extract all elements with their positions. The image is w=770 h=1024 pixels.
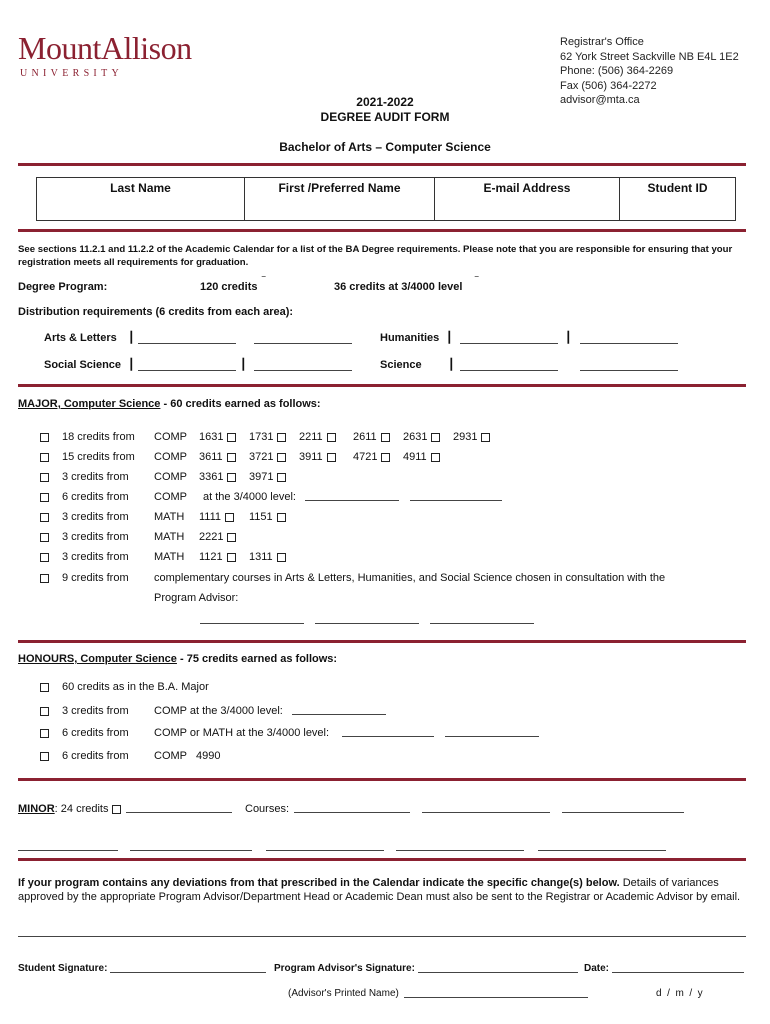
dash-mark: ‾ (262, 276, 266, 287)
honours-heading-title: HONOURS, Computer Science (18, 653, 177, 665)
tick-mark: ┃ (128, 332, 135, 344)
course-option[interactable] (199, 551, 236, 563)
tick-mark: ┃ (565, 332, 572, 344)
honours-row-text: 60 credits as in the B.A. Major (62, 681, 209, 693)
course-number: 3361 (199, 471, 224, 483)
complementary-blank-2[interactable] (315, 613, 419, 624)
course-number: 3971 (249, 471, 274, 483)
checkbox[interactable] (431, 453, 440, 462)
science-blank-2[interactable] (580, 360, 678, 371)
checkbox[interactable] (225, 513, 234, 522)
address-line: advisor@mta.ca (560, 94, 640, 107)
course-number: 3911 (299, 451, 323, 463)
course-number: 4911 (403, 451, 427, 463)
divider (18, 229, 746, 232)
arts-letters-blank-2[interactable] (254, 333, 352, 344)
course-option[interactable] (403, 431, 440, 443)
science-blank-1[interactable] (460, 360, 558, 371)
tick-mark: ┃ (240, 359, 247, 371)
course-number: 2631 (403, 431, 428, 443)
complementary-blank-3[interactable] (430, 613, 534, 624)
advisor-signature-label: Program Advisor's Signature: (274, 963, 415, 974)
level-blank[interactable] (410, 490, 502, 501)
course-number: 1111 (199, 511, 222, 523)
checkbox[interactable] (40, 491, 49, 503)
course-option[interactable] (299, 451, 336, 463)
checkbox[interactable] (381, 433, 390, 442)
course-option[interactable] (249, 451, 286, 463)
date-label: Date: (584, 963, 610, 974)
honours-row-text: COMP 4990 (154, 750, 221, 762)
form-title (300, 95, 470, 125)
course-number: 3721 (249, 451, 274, 463)
address-line: Fax (506) 364-2272 (560, 79, 657, 92)
checkbox[interactable] (40, 705, 49, 717)
course-option[interactable] (249, 471, 286, 483)
course-number: 2611 (353, 431, 377, 443)
dash-mark: ‾ (475, 276, 479, 287)
course-number: 2221 (199, 531, 224, 543)
social-science-blank-1[interactable] (138, 360, 236, 371)
humanities-blank-1[interactable] (460, 333, 558, 344)
divider (18, 778, 746, 781)
subject-label: MATH (154, 531, 185, 543)
level-text: at the 3/4000 level: (203, 491, 296, 503)
course-number: 1311 (249, 551, 273, 563)
distribution-heading: Distribution requirements (6 credits from each area): (18, 306, 294, 318)
course-option[interactable] (249, 431, 286, 443)
course-number: 2931 (453, 431, 478, 443)
divider (18, 163, 746, 166)
minor-courses-label: Courses: (245, 803, 290, 815)
honours-heading-rest: - 75 credits earned as follows: (176, 653, 338, 665)
last-name-field[interactable] (37, 178, 245, 221)
form-name: DEGREE AUDIT FORM (320, 110, 450, 124)
credits-label: 3 credits from (62, 551, 129, 563)
checkbox[interactable] (327, 453, 336, 462)
checkbox[interactable] (40, 431, 49, 443)
email-label: E-mail Address (483, 181, 571, 195)
checkbox[interactable] (277, 473, 286, 482)
credits-label: 3 credits from (62, 705, 129, 717)
course-number: 2211 (299, 431, 323, 443)
checkbox[interactable] (277, 453, 286, 462)
checkbox[interactable] (40, 471, 49, 483)
humanities-label: Humanities (380, 332, 440, 344)
registrar-address (560, 35, 739, 108)
email-field[interactable] (435, 178, 620, 221)
checkbox[interactable] (40, 551, 49, 563)
subject-label: COMP (154, 491, 187, 503)
course-number: 3611 (199, 451, 223, 463)
checkbox[interactable] (431, 433, 440, 442)
checkbox[interactable] (481, 433, 490, 442)
minor-line (18, 803, 121, 815)
course-number: 4721 (353, 451, 378, 463)
subject-label: COMP (154, 431, 187, 443)
divider (18, 384, 746, 387)
course-option[interactable] (199, 511, 234, 523)
course-option[interactable] (199, 471, 236, 483)
honours-row-text: COMP or MATH at the 3/4000 level: (154, 727, 330, 739)
total-credits: 120 credits (200, 281, 258, 293)
divider (18, 858, 746, 861)
subject-label: MATH (154, 511, 185, 523)
complementary-blank-1[interactable] (200, 613, 304, 624)
credits-label: 9 credits from (62, 572, 129, 584)
humanities-blank-2[interactable] (580, 333, 678, 344)
last-name-label: Last Name (110, 181, 171, 195)
credits-label: 6 credits from (62, 750, 129, 762)
major-heading-rest: - 60 credits earned as follows: (160, 398, 321, 410)
advisor-printed-name-field[interactable] (404, 987, 588, 998)
date-field[interactable] (612, 962, 744, 973)
major-heading (18, 398, 321, 410)
subject-label: COMP (154, 451, 187, 463)
honours-blank[interactable] (445, 726, 539, 737)
credits-label: 15 credits from (62, 451, 135, 463)
checkbox[interactable] (277, 433, 286, 442)
checkbox[interactable] (227, 453, 236, 462)
minor-label: MINOR (18, 803, 55, 815)
course-option[interactable] (403, 451, 440, 463)
major-heading-title: MAJOR, Computer Science (18, 398, 161, 410)
credits-label: 3 credits from (62, 471, 129, 483)
student-signature-field[interactable] (110, 962, 266, 973)
minor-course-blank[interactable] (130, 840, 252, 851)
checkbox[interactable] (227, 533, 236, 542)
course-option[interactable] (249, 551, 286, 563)
tick-mark: ┃ (446, 332, 453, 344)
checkbox[interactable] (277, 513, 286, 522)
deviation-rest: Details of variances approved by the appropriate Program Advisor/Department Head or Academic Dean must also be sent to the Registrar or Academic Advisor by email. (18, 877, 741, 903)
deviation-instructions (18, 876, 746, 904)
minor-course-blank[interactable] (422, 802, 550, 813)
course-option[interactable] (353, 451, 390, 463)
checkbox[interactable] (40, 681, 49, 693)
credits-label: 6 credits from (62, 491, 129, 503)
checkbox[interactable] (227, 553, 236, 562)
student-signature-label: Student Signature: (18, 963, 108, 974)
student-id-label: Student ID (647, 181, 708, 195)
checkbox[interactable] (227, 433, 236, 442)
course-option[interactable] (299, 431, 336, 443)
level-blank[interactable] (305, 490, 399, 501)
minor-course-blank[interactable] (538, 840, 666, 851)
social-science-blank-2[interactable] (254, 360, 352, 371)
divider (18, 640, 746, 643)
credits-label: 6 credits from (62, 727, 129, 739)
checkbox[interactable] (381, 453, 390, 462)
upper-level-credits: 36 credits at 3/4000 level (334, 281, 463, 293)
honours-heading (18, 653, 337, 665)
university-logo-sub: UNIVERSITY (20, 68, 123, 79)
course-number: 1631 (199, 431, 224, 443)
course-option[interactable] (353, 431, 390, 443)
program-advisor-text: Program Advisor: (154, 592, 239, 604)
honours-row-text: COMP at the 3/4000 level: (154, 705, 283, 717)
requirements-note: See sections 11.2.1 and 11.2.2 of the Academic Calendar for a list of the BA Degree requirements. Please note that you are responsible for ensuring that your registration meets all requirements for graduation. (18, 244, 733, 268)
advisor-signature-field[interactable] (418, 962, 578, 973)
course-option[interactable] (199, 431, 236, 443)
checkbox[interactable] (40, 511, 49, 523)
course-option[interactable] (199, 531, 236, 543)
minor-course-blank[interactable] (294, 802, 410, 813)
student-info-table (36, 177, 736, 221)
minor-credits: : 24 credits (54, 803, 109, 815)
deviation-bold: If your program contains any deviations from that prescribed in the Calendar indicate the specific change(s) below. (18, 877, 620, 889)
course-number: 1121 (199, 551, 223, 563)
checkbox[interactable] (40, 531, 49, 543)
arts-letters-blank-1[interactable] (138, 333, 236, 344)
minor-course-blank[interactable] (266, 840, 384, 851)
deviation-input-line[interactable] (18, 936, 746, 937)
complementary-text: complementary courses in Arts & Letters, Humanities, and Social Science chosen in consultation with the (154, 572, 666, 584)
checkbox[interactable] (40, 750, 49, 762)
minor-course-blank[interactable] (18, 840, 118, 851)
academic-year: 2021-2022 (356, 95, 414, 109)
address-line: Registrar's Office (560, 36, 644, 48)
checkbox[interactable] (327, 433, 336, 442)
degree-program-label: Degree Program: (18, 281, 108, 293)
tick-mark: ┃ (448, 359, 455, 371)
program-title: Bachelor of Arts – Computer Science (279, 140, 491, 154)
arts-letters-label: Arts & Letters (44, 332, 117, 344)
honours-blank[interactable] (292, 704, 386, 715)
course-number: 1731 (249, 431, 274, 443)
university-logo: MountAllison (18, 30, 192, 66)
address-line: 62 York Street Sackville NB E4L 1E2 (560, 50, 739, 63)
minor-course-blank[interactable] (562, 802, 684, 813)
course-option[interactable] (199, 451, 236, 463)
subject-label: COMP (154, 471, 187, 483)
credits-label: 18 credits from (62, 431, 135, 443)
minor-blank[interactable] (126, 802, 232, 813)
first-name-label: First /Preferred Name (278, 181, 401, 195)
student-id-field[interactable] (620, 178, 736, 221)
date-format-hint: d / m / y (656, 988, 703, 999)
science-label: Science (380, 359, 422, 371)
honours-blank[interactable] (342, 726, 434, 737)
advisor-printed-name-label: (Advisor's Printed Name) (288, 988, 399, 999)
checkbox[interactable] (227, 473, 236, 482)
course-option[interactable] (249, 511, 286, 523)
checkbox[interactable] (40, 727, 49, 739)
course-number: 1151 (249, 511, 273, 523)
checkbox[interactable] (112, 805, 121, 814)
first-name-field[interactable] (245, 178, 435, 221)
subject-label: MATH (154, 551, 185, 563)
minor-course-blank[interactable] (396, 840, 524, 851)
course-option[interactable] (453, 431, 490, 443)
social-science-label: Social Science (44, 359, 122, 371)
credits-label: 3 credits from (62, 511, 129, 523)
checkbox[interactable] (40, 451, 49, 463)
checkbox[interactable] (277, 553, 286, 562)
address-line: Phone: (506) 364-2269 (560, 65, 674, 78)
checkbox[interactable] (40, 572, 49, 584)
credits-label: 3 credits from (62, 531, 129, 543)
tick-mark: ┃ (128, 359, 135, 371)
